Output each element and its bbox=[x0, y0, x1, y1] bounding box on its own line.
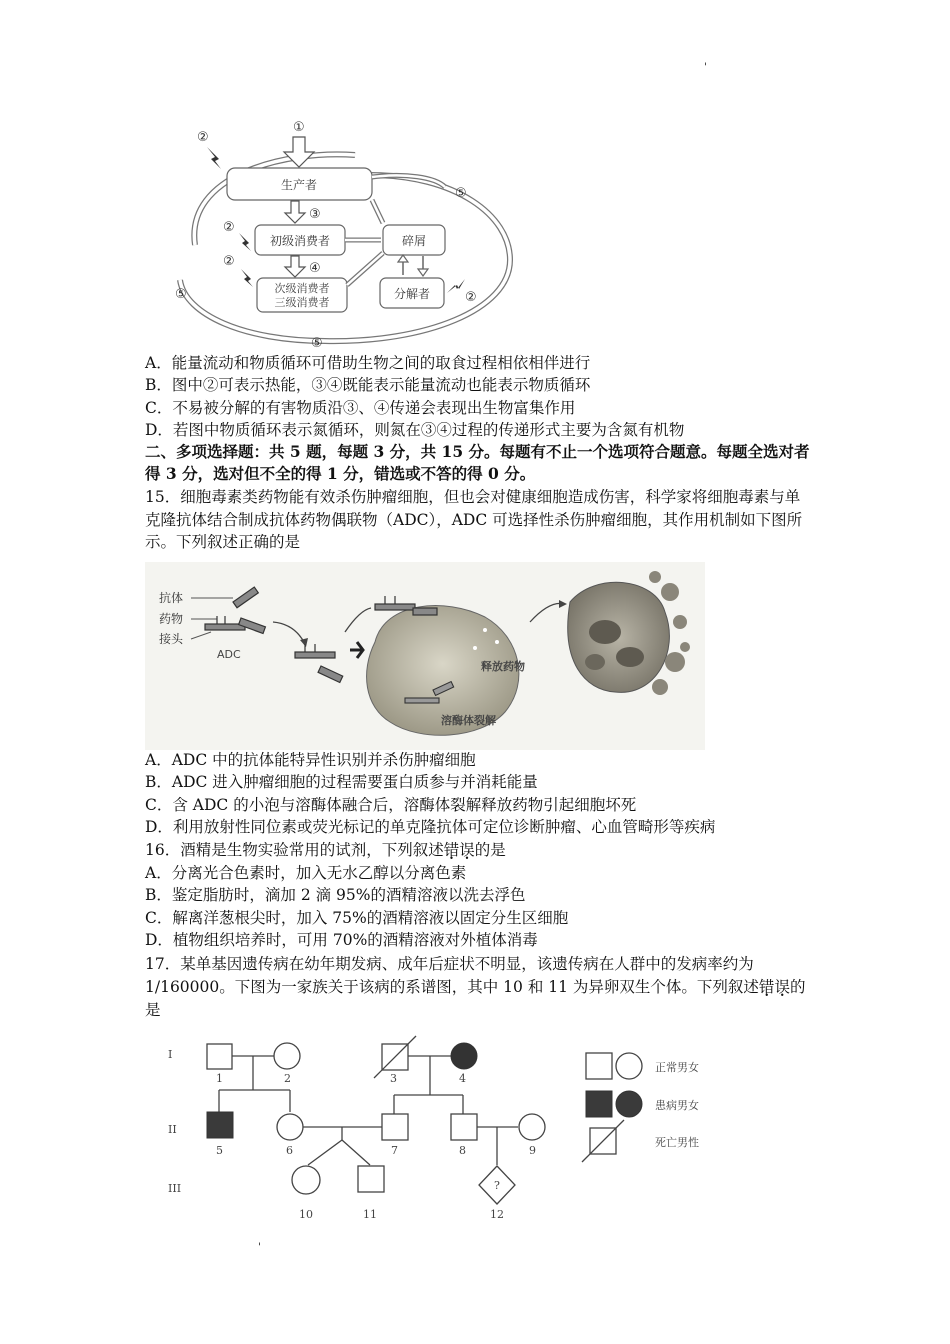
q16-emph-1: 错 bbox=[443, 841, 460, 859]
q15-option-c: C．含 ADC 的小泡与溶酶体融合后，溶酶体裂解释放药物引起细胞坏死 bbox=[145, 796, 637, 814]
mark-3: ③ bbox=[309, 207, 321, 222]
q16-stem bbox=[145, 839, 506, 861]
id-11: 11 bbox=[363, 1208, 377, 1221]
id-12: 12 bbox=[490, 1208, 504, 1221]
page-mark-top: ' bbox=[704, 62, 707, 73]
q15-option-d: D．利用放射性同位素或荧光标记的单克隆抗体可定位诊断肿瘤、心血管畸形等疾病 bbox=[145, 818, 716, 836]
q17-line3: 是 bbox=[145, 1001, 161, 1019]
mark-2d: ② bbox=[465, 290, 477, 305]
detritus-label: 碎屑 bbox=[401, 234, 427, 248]
q17-line2-before: 1/160000。下图为一家族关于该病的系谱图，其中 10 和 11 为异卵双生个体。下列叙述 bbox=[145, 978, 759, 996]
drug-label: 药物 bbox=[159, 612, 184, 626]
id-1: 1 bbox=[216, 1072, 223, 1085]
q17-line2 bbox=[145, 976, 805, 998]
mark-5b: ⑤ bbox=[175, 287, 187, 302]
antibody-label: 抗体 bbox=[159, 591, 184, 605]
q16-stem-after: 的是 bbox=[474, 841, 506, 859]
q17-line1: 17．某单基因遗传病在幼年期发病、成年后症状不明显，该遗传病在人群中的发病率约为 bbox=[145, 955, 754, 973]
gen-1-label: I bbox=[168, 1048, 173, 1061]
legend-dead: 死亡男性 bbox=[655, 1136, 699, 1149]
q16-stem-before: 16．酒精是生物实验常用的试剂，下列叙述 bbox=[145, 841, 444, 859]
legend-normal: 正常男女 bbox=[655, 1061, 699, 1074]
q16-option-c: C．解离洋葱根尖时，加入 75%的酒精溶液以固定分生区细胞 bbox=[145, 909, 569, 927]
q16-option-b: B．鉴定脂肪时，滴加 2 滴 95%的酒精溶液以洗去浮色 bbox=[145, 886, 526, 904]
id-9: 9 bbox=[529, 1144, 536, 1157]
linker-label: 接头 bbox=[159, 632, 184, 646]
q15-option-b: B．ADC 进入肿瘤细胞的过程需要蛋白质参与并消耗能量 bbox=[145, 773, 538, 791]
id-2: 2 bbox=[284, 1072, 291, 1085]
q16-emph-2: 误 bbox=[459, 841, 475, 859]
gen-2-label: II bbox=[168, 1123, 177, 1136]
mark-2c: ② bbox=[223, 254, 235, 269]
pedigree-chart bbox=[160, 1030, 720, 1225]
q15-option-a: A．ADC 中的抗体能特异性识别并杀伤肿瘤细胞 bbox=[145, 751, 476, 769]
mark-4: ④ bbox=[309, 261, 321, 276]
id-6: 6 bbox=[286, 1144, 293, 1157]
adc-label: ADC bbox=[217, 648, 241, 661]
section2-heading-line1: 二、多项选择题：共 5 题，每题 3 分，共 15 分。每题有不止一个选项符合题意。每题全选对者 bbox=[145, 442, 810, 461]
unknown-mark: ? bbox=[494, 1179, 500, 1192]
mark-1: ① bbox=[293, 120, 305, 135]
adc-mechanism-figure bbox=[145, 562, 705, 750]
id-4: 4 bbox=[459, 1072, 466, 1085]
id-5: 5 bbox=[216, 1144, 223, 1157]
secondary-consumer-label: 次级消费者 bbox=[274, 282, 330, 295]
q14-option-a: A．能量流动和物质循环可借助生物之间的取食过程相依相伴进行 bbox=[145, 354, 591, 372]
q17-emph-2: 误 bbox=[774, 978, 790, 996]
q17-line2-after: 的 bbox=[789, 978, 806, 996]
q17-emph-1: 错 bbox=[758, 978, 775, 996]
id-10: 10 bbox=[299, 1208, 313, 1221]
tertiary-consumer-label: 三级消费者 bbox=[274, 296, 330, 309]
mark-2a: ② bbox=[197, 130, 209, 145]
q16-option-d: D．植物组织培养时，可用 70%的酒精溶液对外植体消毒 bbox=[145, 931, 538, 949]
primary-consumer-label: 初级消费者 bbox=[269, 234, 331, 248]
q14-option-b: B．图中②可表示热能，③④既能表示能量流动也能表示物质循环 bbox=[145, 376, 591, 394]
decomposer-label: 分解者 bbox=[393, 287, 431, 301]
id-8: 8 bbox=[459, 1144, 466, 1157]
page-mark-bottom: ' bbox=[258, 1242, 261, 1253]
id-7: 7 bbox=[391, 1144, 398, 1157]
q14-option-d: D．若图中物质循环表示氮循环，则氮在③④过程的传递形式主要为含氮有机物 bbox=[145, 421, 685, 439]
gen-3-label: III bbox=[168, 1182, 182, 1195]
q14-option-c: C．不易被分解的有害物质沿③、④传递会表现出生物富集作用 bbox=[145, 399, 576, 417]
mark-5c: ⑤ bbox=[311, 336, 323, 350]
id-3: 3 bbox=[390, 1072, 397, 1085]
section2-heading-line2: 得 3 分，选对但不全的得 1 分，错选或不答的得 0 分。 bbox=[145, 464, 536, 483]
lysosome-label: 溶酶体裂解 bbox=[441, 714, 496, 727]
legend-affected: 患病男女 bbox=[655, 1099, 699, 1112]
q16-option-a: A．分离光合色素时，加入无水乙醇以分离色素 bbox=[145, 864, 467, 882]
producer-label: 生产者 bbox=[280, 178, 318, 192]
mark-2b: ② bbox=[223, 220, 235, 235]
release-drug-label: 释放药物 bbox=[481, 660, 525, 673]
q15-stem: 15．细胞毒素类药物能有效杀伤肿瘤细胞，但也会对健康细胞造成伤害，科学家将细胞毒素与单克隆抗体结合制成抗体药物偶联物（ADC），ADC 可选择性杀伤肿瘤细胞，其作用机制如下图所示。下列叙述正确的是 bbox=[145, 488, 803, 551]
mark-5a: ⑤ bbox=[455, 186, 467, 201]
food-web-diagram bbox=[165, 115, 525, 350]
